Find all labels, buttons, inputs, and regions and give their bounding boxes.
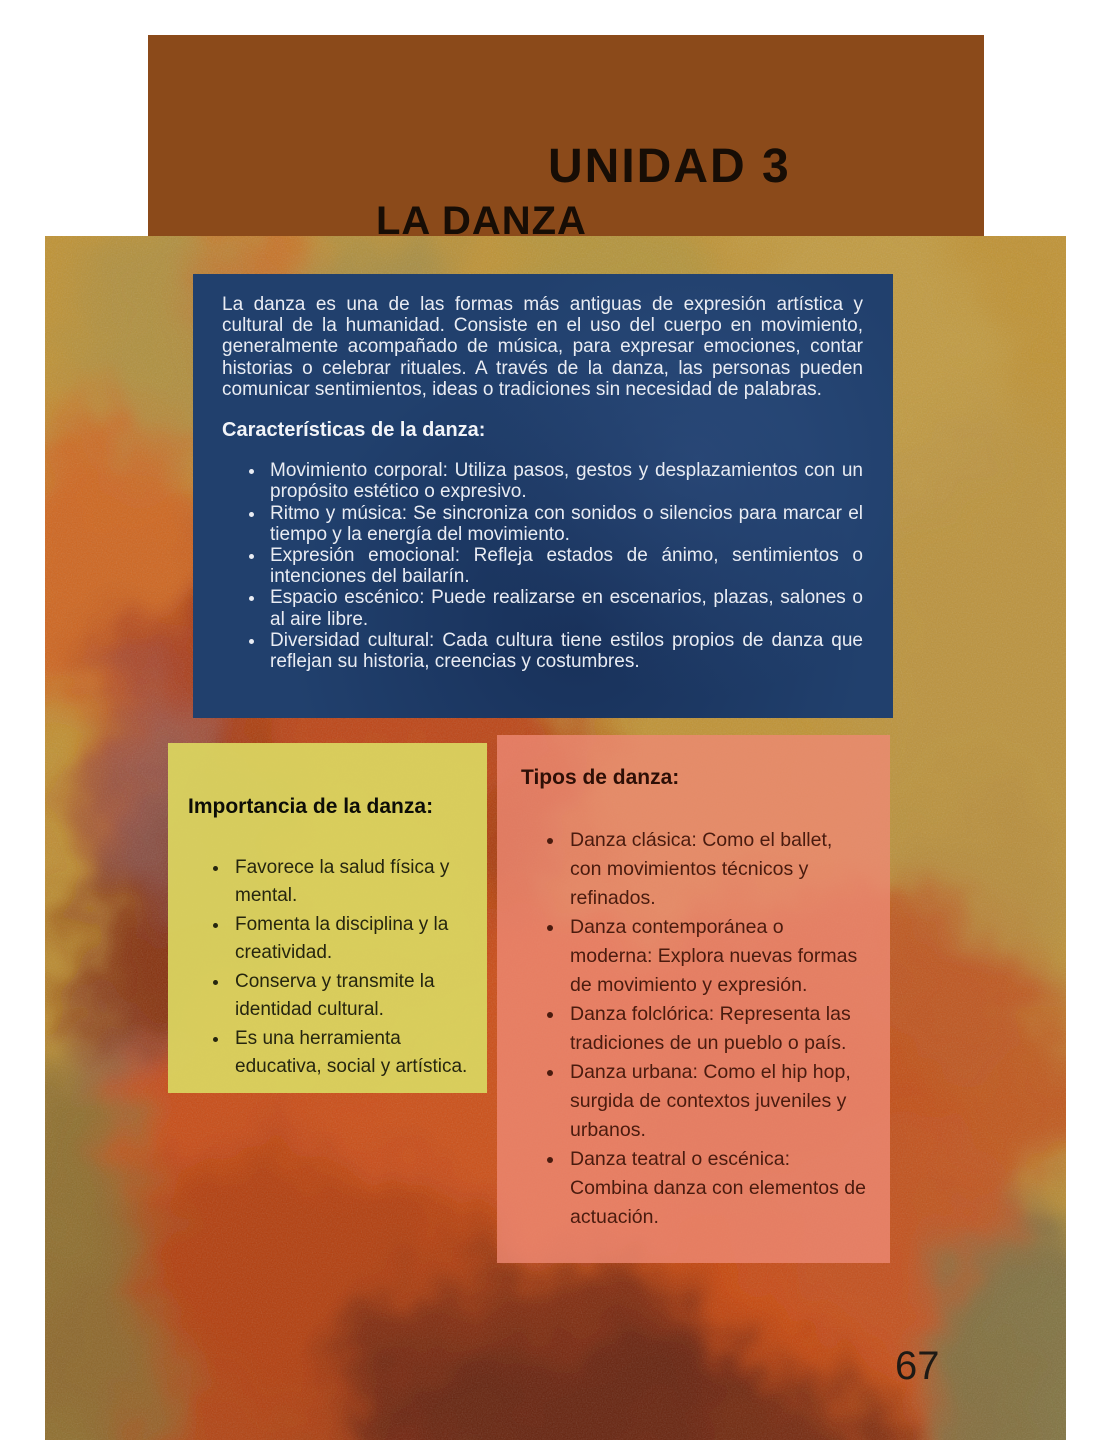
list-item: • Fomenta la disciplina y la creatividad. bbox=[230, 911, 469, 968]
page-number: 67 bbox=[895, 1344, 940, 1388]
list-item: • Danza clásica: Como el ballet, con movimientos técnicos y refinados. bbox=[565, 826, 868, 913]
list-item: • Favorece la salud física y mental. bbox=[230, 854, 469, 911]
intro-panel bbox=[193, 274, 893, 718]
list-item: • Movimiento corporal: Utiliza pasos, gestos y desplazamientos con un propósito estético o expresivo. bbox=[266, 460, 863, 502]
list-item: • Danza folclórica: Representa las tradiciones de un pueblo o país. bbox=[565, 1000, 868, 1058]
list-item: • Ritmo y música: Se sincroniza con sonidos o silencios para marcar el tiempo y la energía del movimiento. bbox=[266, 503, 863, 545]
types-heading: Tipos de danza: bbox=[521, 766, 680, 789]
unit-header-band bbox=[148, 35, 984, 243]
list-item: • Danza urbana: Como el hip hop, surgida de contextos juveniles y urbanos. bbox=[565, 1058, 868, 1145]
list-item: • Es una herramienta educativa, social y artística. bbox=[230, 1025, 469, 1082]
importance-list bbox=[188, 854, 469, 1082]
list-item: • Espacio escénico: Puede realizarse en escenarios, plazas, salones o al aire libre. bbox=[266, 587, 863, 629]
characteristics-list bbox=[222, 460, 863, 672]
list-item: • Expresión emocional: Refleja estados de ánimo, sentimientos o intenciones del bailarín. bbox=[266, 545, 863, 587]
list-item: • Danza teatral o escénica: Combina danza con elementos de actuación. bbox=[565, 1145, 868, 1232]
types-panel bbox=[497, 735, 890, 1263]
characteristics-heading: Características de la danza: bbox=[222, 419, 486, 442]
list-item: • Diversidad cultural: Cada cultura tiene estilos propios de danza que reflejan su historia, creencias y costumbres. bbox=[266, 630, 863, 672]
list-item: • Danza contemporánea o moderna: Explora nuevas formas de movimiento y expresión. bbox=[565, 913, 868, 1000]
page-title: LA DANZA bbox=[376, 199, 587, 243]
importance-panel bbox=[168, 743, 487, 1093]
unit-label: UNIDAD 3 bbox=[548, 140, 791, 193]
list-item: • Conserva y transmite la identidad cultural. bbox=[230, 968, 469, 1025]
intro-paragraph: La danza es una de las formas más antiguas de expresión artística y cultural de la humanidad. Consiste en el uso del cuerpo en movimiento, generalmente acompañado de música, para expresar emociones, contar historias o celebrar rituales. A través de la danza, las personas pueden comunicar sentimientos, ideas o tradiciones sin necesidad de palabras. bbox=[222, 294, 863, 400]
types-list bbox=[521, 826, 868, 1232]
importance-heading: Importancia de la danza: bbox=[188, 795, 434, 818]
